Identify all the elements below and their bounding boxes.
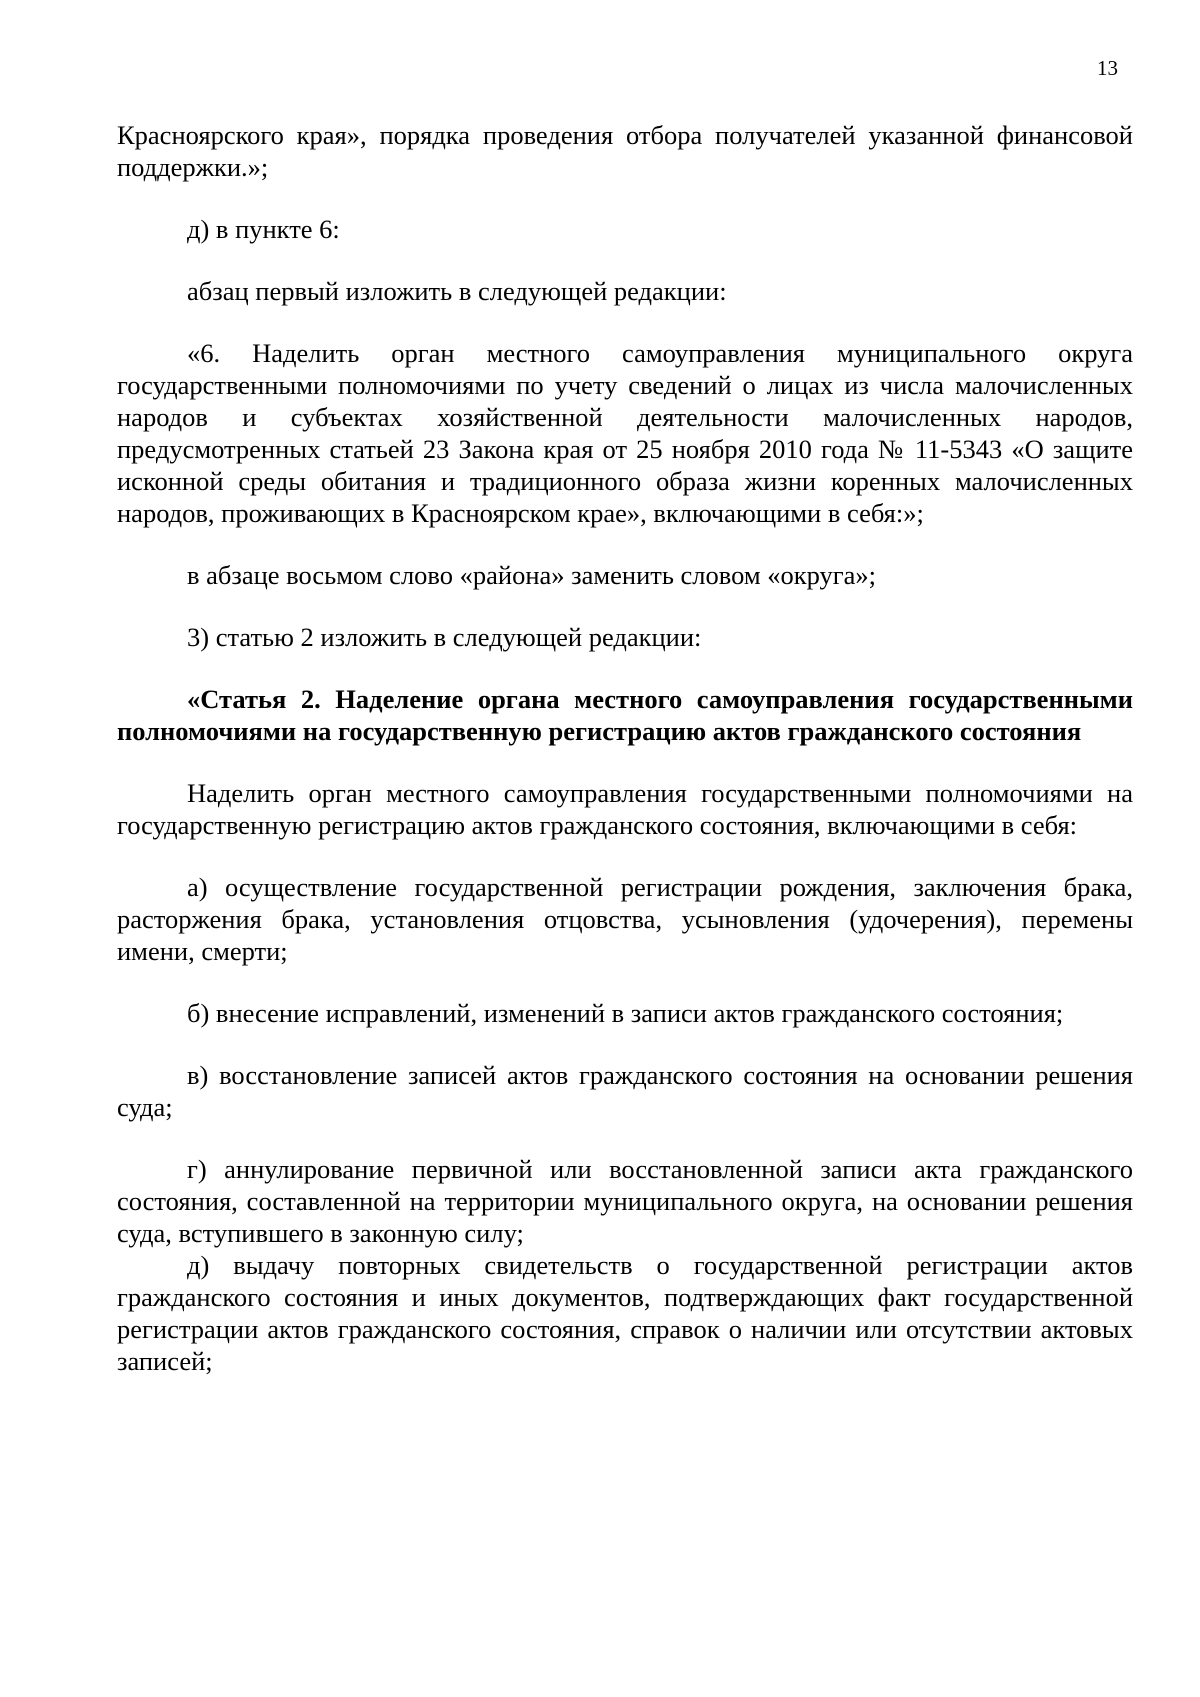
paragraph-point-6-text: «6. Наделить орган местного самоуправления муниципального округа государственными полномочиями по учету сведений о лицах из числа малочисленных народов и субъектах хозяйственной деятельности малочисленных народов, предусмотренных статьей 23 Закона края от 25 ноября 2010 года № 11-5343 «О защите исконной среды обитания и традиционного образа жизни коренных малочисленных народов, проживающих в Красноярском крае», включающими в себя:»; xyxy=(117,338,1133,528)
paragraph-article-2-body: Наделить орган местного самоуправления государственными полномочиями на государственную регистрацию актов гражданского состояния, включающими в себя: xyxy=(117,778,1133,840)
list-item-a: а) осуществление государственной регистрации рождения, заключения брака, расторжения брака, установления отцовства, усыновления (удочерения), перемены имени, смерти; xyxy=(117,872,1133,966)
paragraph-article-2-intro: 3) статью 2 изложить в следующей редакции: xyxy=(187,622,702,652)
document-body xyxy=(117,119,1133,1407)
paragraph-abzats-8: в абзаце восьмом слово «района» заменить словом «округа»; xyxy=(187,560,877,590)
article-2-heading: «Статья 2. Наделение органа местного самоуправления государственными полномочиями на государственную регистрацию актов гражданского состояния xyxy=(117,684,1133,746)
list-item-d: д) выдачу повторных свидетельств о государственной регистрации актов гражданского состояния и иных документов, подтверждающих факт государственной регистрации актов гражданского состояния, справок о наличии или отсутствии актовых записей; xyxy=(117,1250,1133,1376)
page-number: 13 xyxy=(1097,56,1118,80)
list-item-g: г) аннулирование первичной или восстановленной записи акта гражданского состояния, составленной на территории муниципального округа, на основании решения суда, вступившего в законную силу; xyxy=(117,1154,1133,1248)
paragraph-first-abzats: абзац первый изложить в следующей редакции: xyxy=(187,276,727,306)
paragraph-continuation: Красноярского края», порядка проведения отбора получателей указанной финансовой поддержки.»; xyxy=(117,120,1133,182)
paragraph-item-d: д) в пункте 6: xyxy=(187,214,340,244)
list-item-b: б) внесение исправлений, изменений в записи актов гражданского состояния; xyxy=(187,998,1064,1028)
list-item-v: в) восстановление записей актов гражданского состояния на основании решения суда; xyxy=(117,1060,1133,1122)
